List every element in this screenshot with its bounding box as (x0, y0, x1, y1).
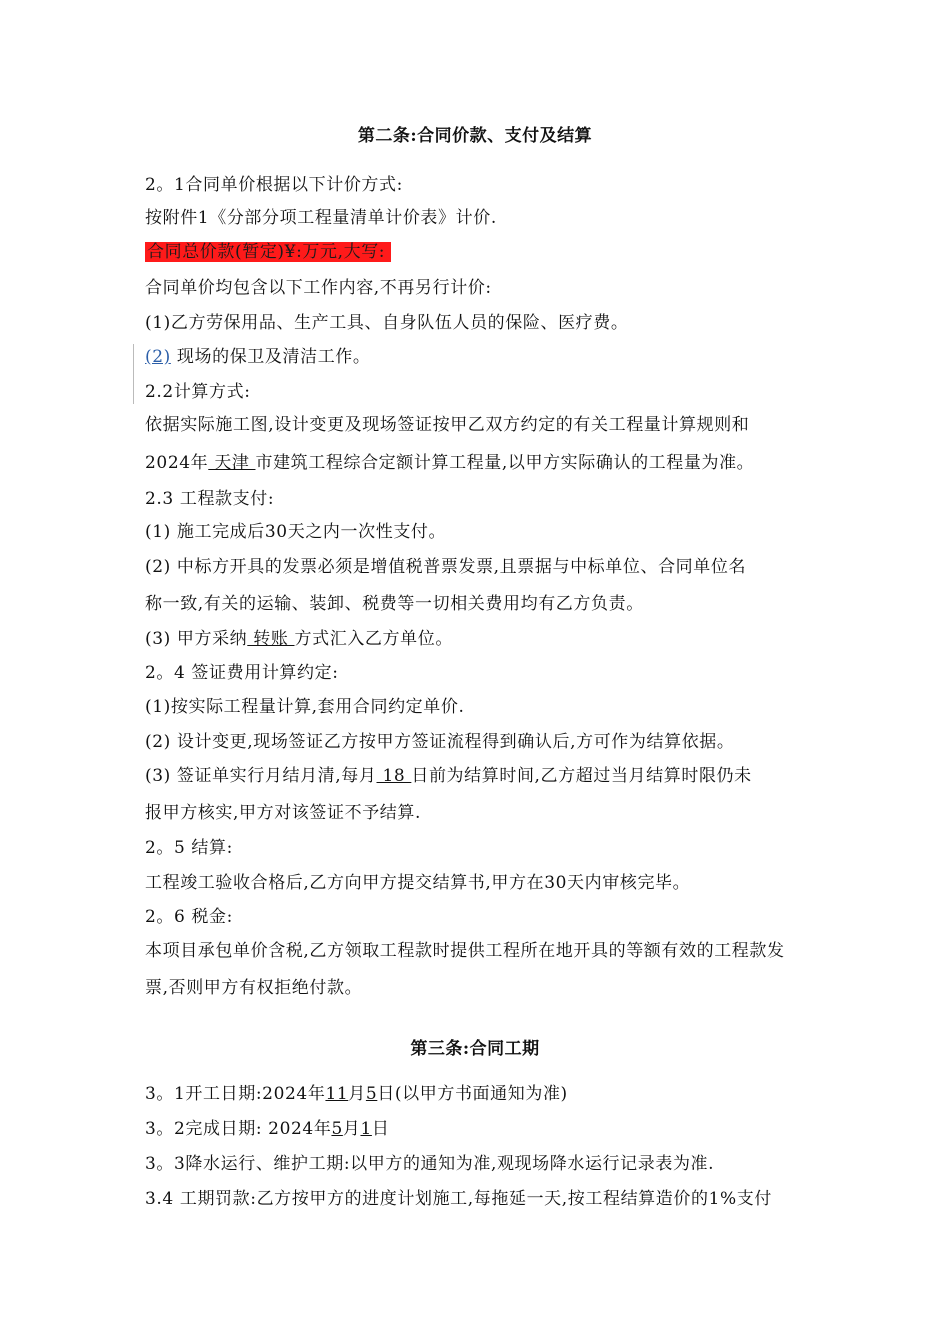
month-label: 月 (348, 1084, 366, 1104)
contract-total-price (145, 240, 391, 264)
visa-item-3-prefix: (3) 签证单实行月结月清,每月 (145, 766, 377, 786)
item-2-link[interactable]: (2) (145, 347, 171, 367)
calc-method-line-2 (145, 451, 754, 475)
year-text: 2024年 (145, 453, 209, 473)
settlement-text: 工程竣工验收合格后,乙方向甲方提交结算书,甲方在30天内审核完毕。 (145, 873, 691, 893)
finish-date-label: 3。2完成日期: 2024年 (145, 1119, 332, 1139)
clause-3-1 (145, 1082, 568, 1106)
calc-method-line-1: 依据实际施工图,设计变更及现场签证按甲乙双方约定的有关工程量计算规则和 (145, 415, 750, 435)
start-month: 11 (325, 1084, 349, 1104)
start-day: 5 (365, 1084, 378, 1104)
included-work-item-2 (145, 345, 371, 369)
payment-item-2-line-2: 称一致,有关的运输、装卸、税费等一切相关费用均有乙方负责。 (145, 594, 644, 614)
payment-item-3-suffix: 方式汇入乙方单位。 (294, 629, 453, 649)
highlighted-total-price: 合同总价款(暂定)¥:万元,大写: (145, 242, 391, 262)
tax-text-line-2: 票,否则甲方有权拒绝付款。 (145, 978, 363, 998)
visa-item-3-line-2: 报甲方核实,甲方对该签证不予结算. (145, 803, 422, 823)
clause-2-1: 2。1合同单价根据以下计价方式: (145, 175, 403, 195)
included-work-intro: 合同单价均包含以下工作内容,不再另行计价: (145, 278, 492, 298)
calc-method-rest: 市建筑工程综合定额计算工程量,以甲方实际确认的工程量为准。 (255, 453, 755, 473)
clause-3-2 (145, 1117, 390, 1141)
included-work-item-1: (1)乙方劳保用品、生产工具、自身队伍人员的保险、医疗费。 (145, 313, 629, 333)
visa-item-1: (1)按实际工程量计算,套用合同约定单价. (145, 697, 465, 717)
finish-month: 5 (331, 1119, 343, 1139)
clause-3-4: 3.4 工期罚款:乙方按甲方的进度计划施工,每拖延一天,按工程结算造价的1%支付 (145, 1189, 772, 1209)
tax-text-line-1: 本项目承包单价含税,乙方领取工程款时提供工程所在地开具的等额有效的工程款发 (145, 941, 785, 961)
visa-item-3-suffix: 日前为结算时间,乙方超过当月结算时限仍未 (411, 766, 752, 786)
clause-2-6: 2。6 税金: (145, 907, 233, 927)
clause-2-1-pricing: 按附件1《分部分项工程量清单计价表》计价. (145, 208, 497, 228)
start-date-note: 日(以甲方书面通知为准) (377, 1084, 568, 1104)
payment-item-3 (145, 627, 453, 651)
start-date-label: 3。1开工日期:2024年 (145, 1084, 326, 1104)
clause-3-3: 3。3降水运行、维护工期:以甲方的通知为准,观现场降水运行记录表为准. (145, 1154, 715, 1174)
clause-2-4: 2。4 签证费用计算约定: (145, 663, 339, 683)
payment-item-1: (1) 施工完成后30天之内一次性支付。 (145, 522, 447, 542)
clause-2-2: 2.2计算方式: (145, 382, 251, 402)
visa-item-2: (2) 设计变更,现场签证乙方按甲方签证流程得到确认后,方可作为结算依据。 (145, 732, 735, 752)
visa-item-3-line-1 (145, 764, 752, 788)
settlement-day-blank: 18 (376, 766, 412, 786)
clause-2-5: 2。5 结算: (145, 838, 233, 858)
payment-method-blank: 转账 (247, 629, 295, 649)
month-label: 月 (342, 1119, 361, 1139)
item-2-text: 现场的保卫及清洁工作。 (170, 347, 371, 367)
revision-bar (133, 344, 134, 404)
finish-day: 1 (360, 1119, 372, 1139)
city-blank: 天津 (208, 453, 256, 473)
section-2-title: 第二条:合同价款、支付及结算 (357, 126, 593, 146)
section-3-title: 第三条:合同工期 (410, 1039, 540, 1059)
payment-item-2-line-1: (2) 中标方开具的发票必须是增值税普票发票,且票据与中标单位、合同单位名 (145, 557, 747, 577)
payment-item-3-prefix: (3) 甲方采纳 (145, 629, 248, 649)
day-label: 日 (371, 1119, 390, 1139)
clause-2-3: 2.3 工程款支付: (145, 489, 275, 509)
